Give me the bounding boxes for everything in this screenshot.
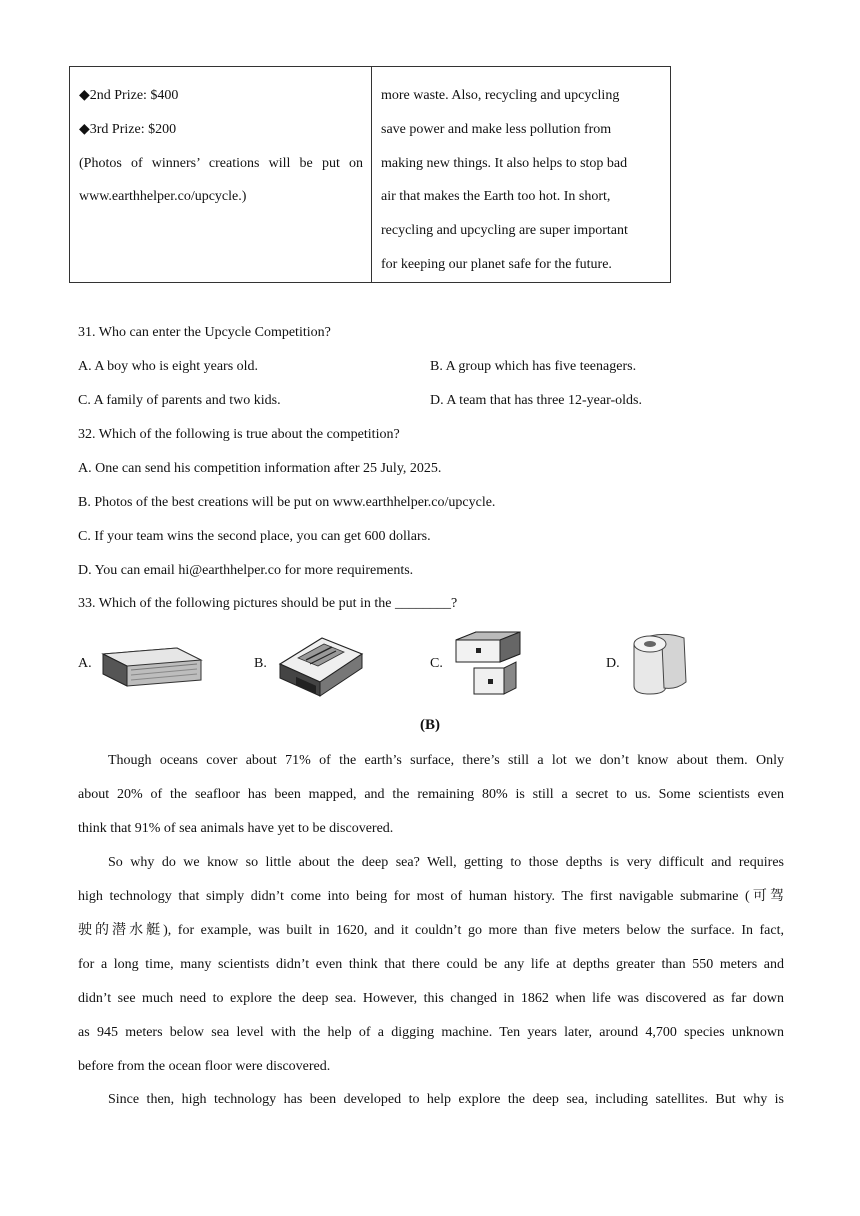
passage-b-paragraph-1	[78, 744, 784, 846]
q31-option-c[interactable]: C. A family of parents and two kids.	[78, 393, 281, 408]
photos-url: www.earthhelper.co/upcycle.)	[79, 189, 247, 205]
paragraph-line: for a long time, many scientists didn’t even think that there could be any life at depths greater than 550 meters and	[78, 957, 784, 972]
stacked-boxes-image	[452, 628, 524, 698]
prize-cell	[70, 67, 372, 283]
q32-option-c[interactable]: C. If your team wins the second place, you can get 600 dollars.	[78, 529, 431, 544]
q33-label-d[interactable]: D.	[606, 656, 620, 671]
toilet-paper-roll-image	[628, 630, 690, 696]
paragraph-line: think that 91% of sea animals have yet to be discovered.	[78, 821, 394, 836]
paragraph-line: So why do we know so little about the deep sea? Well, getting to those depths is very difficult and requires	[108, 855, 784, 870]
paragraph-line: about 20% of the seafloor has been mapped, and the remaining 80% is still a secret to us. Some scientists even	[78, 787, 784, 802]
photos-note: (Photos of winners’ creations will be put on	[79, 155, 363, 171]
recycling-line: recycling and upcycling are super important	[381, 223, 628, 239]
paragraph-line: 驶的潜水艇), for example, was built in 1620, and it couldn’t go more than five meters below the surface. In fact,	[78, 923, 784, 938]
paragraph-line: as 945 meters below sea level with the help of a digging machine. Ten years later, around 4,700 species unknown	[78, 1025, 784, 1040]
recycling-line: making new things. It also helps to stop bad	[381, 155, 628, 171]
info-table	[69, 66, 671, 283]
q33-label-c[interactable]: C.	[430, 656, 443, 671]
paragraph-line: Though oceans cover about 71% of the earth’s surface, there’s still a lot we don’t know about them. Only	[108, 753, 784, 768]
passage-b-paragraph-3	[78, 1083, 784, 1117]
q33-label-a[interactable]: A.	[78, 656, 92, 671]
paragraph-line: Since then, high technology has been developed to help explore the deep sea, including satellites. But why is	[108, 1092, 784, 1107]
recycling-line: save power and make less pollution from	[381, 121, 612, 137]
q33-label-b[interactable]: B.	[254, 656, 267, 671]
recycling-line: more waste. Also, recycling and upcycling	[381, 88, 620, 103]
paragraph-line: before from the ocean floor were discovered.	[78, 1059, 331, 1074]
question-32-stem: 32. Which of the following is true about the competition?	[78, 427, 400, 442]
q32-option-d[interactable]: D. You can email hi@earthhelper.co for more requirements.	[78, 563, 414, 578]
q31-option-d[interactable]: D. A team that has three 12-year-olds.	[430, 393, 642, 408]
prize-3rd: ◆3rd Prize: $200	[79, 121, 177, 137]
book-box-image	[276, 628, 366, 700]
q32-option-a[interactable]: A. One can send his competition information after 25 July, 2025.	[78, 461, 442, 476]
q32-option-b[interactable]: B. Photos of the best creations will be put on www.earthhelper.co/upcycle.	[78, 495, 496, 510]
question-31-stem: 31. Who can enter the Upcycle Competition?	[78, 325, 331, 340]
binder-folder-image	[97, 640, 205, 692]
question-33-stem: 33. Which of the following pictures should be put in the ________?	[78, 596, 458, 611]
recycling-line: air that makes the Earth too hot. In short,	[381, 189, 611, 205]
recycling-cell	[372, 67, 671, 283]
prize-2nd: ◆2nd Prize: $400	[79, 88, 179, 103]
paragraph-line: didn’t see much need to explore the deep sea. However, this changed in 1862 when life was discovered as far down	[78, 991, 784, 1006]
passage-b-title: (B)	[420, 717, 440, 733]
q31-option-b[interactable]: B. A group which has five teenagers.	[430, 359, 637, 374]
paragraph-line: high technology that simply didn’t come into being for most of human history. The first navigable submarine (可驾	[78, 889, 784, 904]
passage-b-paragraph-2	[78, 846, 784, 1084]
recycling-line: for keeping our planet safe for the future.	[381, 256, 612, 272]
q31-option-a[interactable]: A. A boy who is eight years old.	[78, 359, 259, 374]
